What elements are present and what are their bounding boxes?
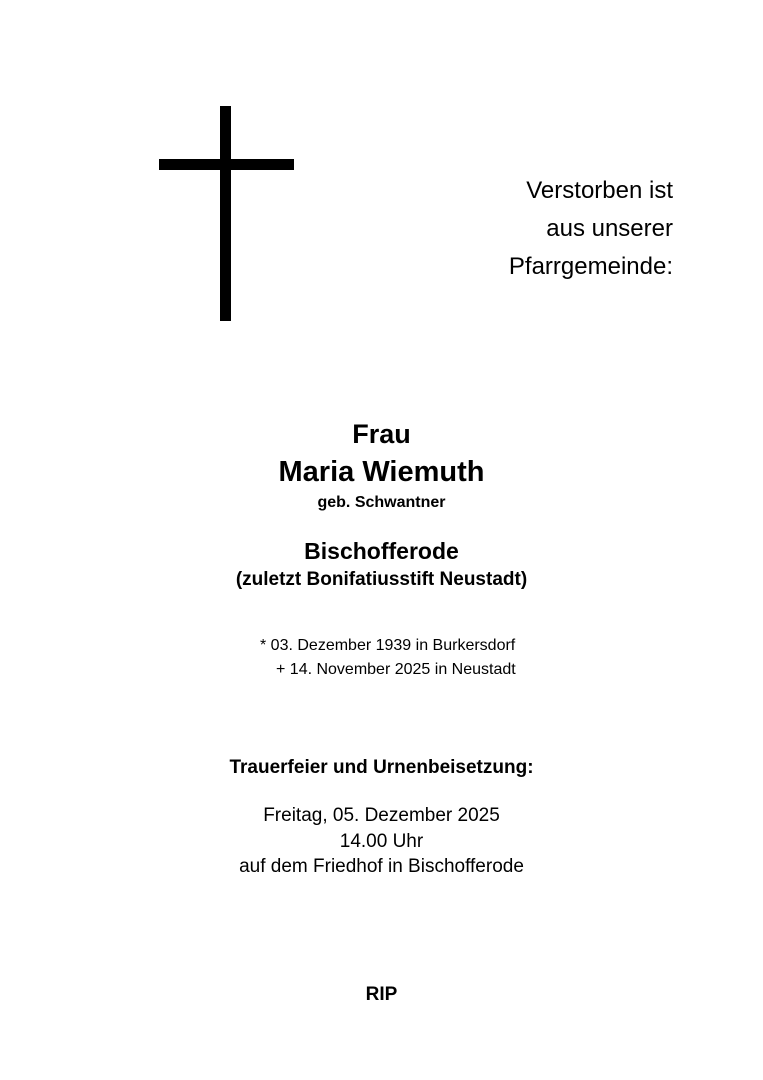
salutation: Frau xyxy=(352,419,411,449)
intro-line-2: aus unserer xyxy=(546,215,673,242)
cross-horizontal-beam xyxy=(159,159,294,170)
home-place: Bischofferode xyxy=(304,538,459,564)
intro-line-3: Pfarrgemeinde: xyxy=(508,253,673,280)
life-dates xyxy=(260,634,516,682)
last-residence: (zuletzt Bonifatiusstift Neustadt) xyxy=(235,569,528,590)
birth-name: geb. Schwantner xyxy=(317,494,446,511)
intro-line-1: Verstorben ist xyxy=(526,177,673,204)
rip-closing: RIP xyxy=(365,984,398,1005)
intro-text xyxy=(509,172,673,286)
deceased-name: Maria Wiemuth xyxy=(278,456,485,488)
death-date: + 14. November 2025 in Neustadt xyxy=(276,661,516,678)
ceremony-time: 14.00 Uhr xyxy=(339,831,424,852)
cross-vertical-beam xyxy=(220,106,231,321)
ceremony-heading: Trauerfeier und Urnenbeisetzung: xyxy=(229,757,534,778)
ceremony-date: Freitag, 05. Dezember 2025 xyxy=(263,805,500,826)
birth-date: * 03. Dezember 1939 in Burkersdorf xyxy=(260,637,516,654)
ceremony-location: auf dem Friedhof in Bischofferode xyxy=(239,856,524,877)
